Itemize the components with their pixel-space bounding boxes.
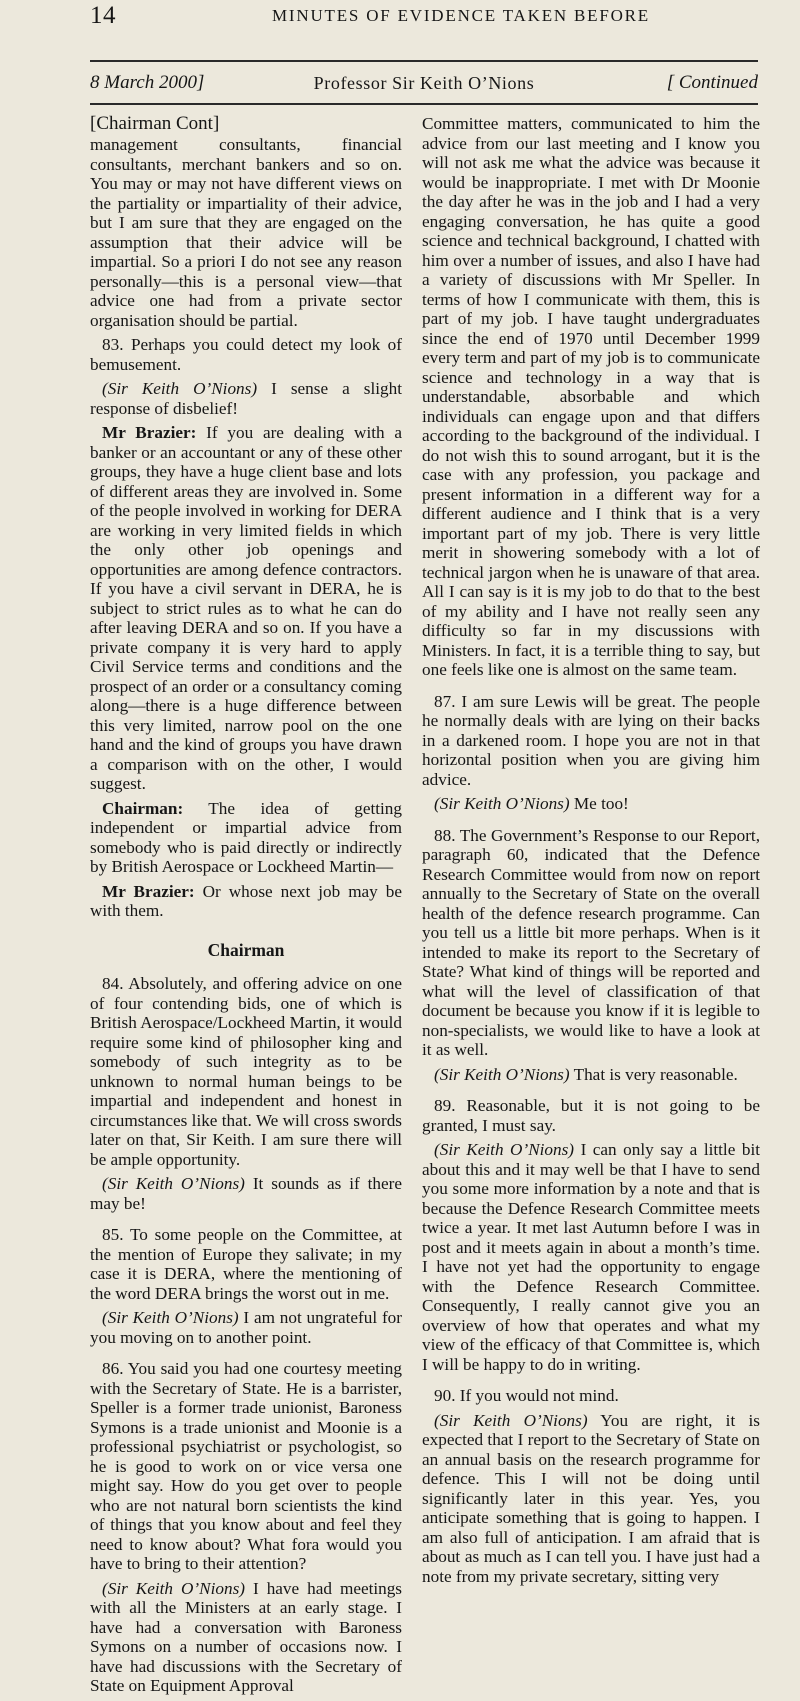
paragraph-intro: management consultants, financial consultants, merchant bankers and so on. You may or may not have different views on the partiality or impartiality of their advice, but I am sure that they are engaged on the assumption that their advice will be impartial. So a priori I do not see any reason personally—this is a personal view—that advice one had from a private sector organisation should be partial. [90, 135, 402, 330]
question-87: 87. I am sure Lewis will be great. The people he normally deals with are lying on their backs in a darkened room. I hope you are not in that horizontal position when you are giving him advice. [422, 691, 760, 789]
speaker-sir-keith: (Sir Keith O’Nions) [102, 1308, 239, 1327]
answer-87 [422, 794, 760, 814]
header-rule-top [90, 60, 758, 62]
speaker-sir-keith: (Sir Keith O’Nions) [434, 1064, 570, 1084]
answer-89-text: I can only say a little bit about this and it may well be that I have to send you some more information by a note and that is because the Defence Research Committee meets twice a year. It met last Autumn before I was in post and it meets again in about a month’s time. I have not yet had the opportunity to engage with the Defence Research Committee. Consequently, I really cannot give you an overview of how that operates and what my view of the efficacy of that Committee is, which I will be happy to do in writing. [422, 1140, 760, 1374]
speaker-sir-keith: (Sir Keith O’Nions) [102, 1578, 245, 1598]
speaker-sir-keith: (Sir Keith O’Nions) [434, 794, 570, 813]
answer-84 [90, 1174, 402, 1213]
speaker-sir-keith: (Sir Keith O’Nions) [102, 1174, 245, 1193]
question-83: 83. Perhaps you could detect my look of bemusement. [90, 335, 402, 374]
answer-85 [90, 1308, 402, 1347]
brazier-remark-2-text: Or whose next job may be with them. [90, 881, 402, 920]
session-date: 8 March 2000] [90, 72, 205, 93]
answer-83 [90, 379, 402, 418]
question-90: 90. If you would not mind. [434, 1386, 619, 1405]
brazier-remark-1-text: If you are dealing with a banker or an accountant or any of these other groups, they have a huge client base and lots of different areas they are involved in. Some of the people involved in working for DERA are working in very limited fields in which the only other job openings and opportunities are among defence contractors. If you have a civil servant in DERA, he is subject to strict rules as to what he can do after leaving DERA and so on. If you have a private company it is very hard to apply Civil Service terms and conditions and the prospect of an order or a consultancy coming along—there is a huge difference between this very limited, narrow pool on the one hand and the kind of groups you have drawn a comparison with on the other, I would suggest. [90, 423, 403, 793]
speaker-sir-keith: (Sir Keith O’Nions) [102, 379, 258, 398]
question-89: 89. Reasonable, but it is not going to be granted, I must say. [422, 1096, 760, 1135]
page-header [0, 0, 800, 60]
answer-83-text: I sense a slight response of disbelief! [90, 379, 402, 418]
question-88: 88. The Government’s Response to our Report, paragraph 60, indicated that the Defence Research Committee would from now on report annually to the Secretary of State on the overall health of the defence research programme. Can you tell us a little bit more perhaps. When is it intended to make its report to the Secretary of State? What kind of things will be reported and what will the level of classification of that document be because you know if it is legible to non-specialists, we would like to have a look at it as well. [422, 825, 760, 1059]
chairman-heading: Chairman [207, 939, 285, 960]
answer-90 [422, 1411, 760, 1587]
continued-label: [ Continued [666, 72, 758, 93]
answer-86-start [90, 1579, 402, 1696]
answer-87-text: Me too! [573, 794, 629, 813]
right-column [422, 114, 760, 1591]
running-title: MINUTES OF EVIDENCE TAKEN BEFORE [272, 6, 650, 25]
header-rule-bottom [90, 103, 758, 105]
chairman-cont-label: [Chairman Cont] [90, 113, 220, 134]
answer-86-continued: Committee matters, communicated to him the advice from our last meeting and I know you will not ask me what the advice was because it would be inappropriate. I met with Dr Moonie the day after he was in the job and I had a very engaging conversation, he has quite a good science and technical background, I chatted with him over a number of issues, and also I have had a variety of discussions with Mr Speller. In terms of how I communicate with them, this is part of my job. I have taught undergraduates since the end of 1970 until December 1999 every term and part of my job is to communicate science and technology in a way that is understandable, absorbable and which individuals can engage upon and that differs according to the background of the individual. I do not wish this to sound arrogant, but it is the case with any profession, you package and present information in a different way for a different audience and I think that is a very important part of my job. There is very little merit in showering somebody with a lot of technical jargon when he is unaware of that area. All I can say is it is my job to do that to the best of my ability and I have not really seen any difficulty so far in my discussions with Ministers. In fact, it is a terrible thing to say, but one feels like one is almost on the same team. [422, 114, 760, 679]
answer-84-text: It sounds as if there may be! [90, 1174, 403, 1213]
brazier-remark-1 [90, 423, 402, 794]
speaker-sir-keith: (Sir Keith O’Nions) [434, 1140, 575, 1159]
witness-name: Professor Sir Keith O’Nions [313, 73, 535, 93]
answer-88 [422, 1065, 760, 1085]
speaker-sir-keith: (Sir Keith O’Nions) [434, 1410, 588, 1430]
question-86: 86. You said you had one courtesy meeting with the Secretary of State. He is a barrister, Speller is a former trade unionist, Baroness Symons is a trade unionist and Moonie is a professional psychiatrist or psychologist, so he is good to work on or vice versa one might say. How do you get over to people who are not natural born scientists the kind of things that you know about and feel they need to know about? What fora would you have to bring to their attention? [90, 1359, 402, 1573]
page-number: 14 [90, 2, 116, 29]
sub-header [90, 68, 758, 96]
brazier-remark-2 [90, 882, 402, 921]
answer-86-start-text: I have had meetings with all the Ministers at an early stage. I have had a conversation with Baroness Symons on a number of occasions now. I have had discussions with the Secretary of State on Equipment Approval [90, 1578, 402, 1695]
speaker-mr-brazier: Mr Brazier: [102, 423, 197, 442]
speaker-mr-brazier: Mr Brazier: [102, 881, 195, 901]
question-85: 85. To some people on the Committee, at the mention of Europe they salivate; in my case it is DERA, where the mentioning of the word DERA brings the worst out in me. [90, 1225, 402, 1303]
chairman-remark-text: The idea of getting independent or impartial advice from somebody who is paid directly or indirectly by British Aerospace or Lockheed Martin— [90, 798, 402, 876]
answer-85-text: I am not ungrateful for you moving on to another point. [90, 1308, 402, 1347]
chairman-remark [90, 799, 402, 877]
answer-88-text: That is very reasonable. [573, 1064, 738, 1084]
answer-90-text: You are right, it is expected that I report to the Secretary of State on an annual basis on the research programme for defence. This I will not be doing until significantly later in this year. Yes, you anticipate something that is going to happen. I am also full of anticipation. I am afraid that is about as much as I can tell you. I have just had a note from my private secretary, sitting very [422, 1410, 760, 1586]
question-84: 84. Absolutely, and offering advice on one of four contending bids, one of which is British Aerospace/Lockheed Martin, it would require some kind of philosopher king and somebody of such integrity as to be unknown to normal human beings to be impartial and independent and honest in circumstances like that. We will cross swords later on that, Sir Keith. I am sure there will be ample opportunity. [90, 974, 402, 1169]
left-column [90, 114, 402, 1701]
speaker-chairman: Chairman: [102, 798, 184, 818]
answer-89 [422, 1140, 760, 1374]
